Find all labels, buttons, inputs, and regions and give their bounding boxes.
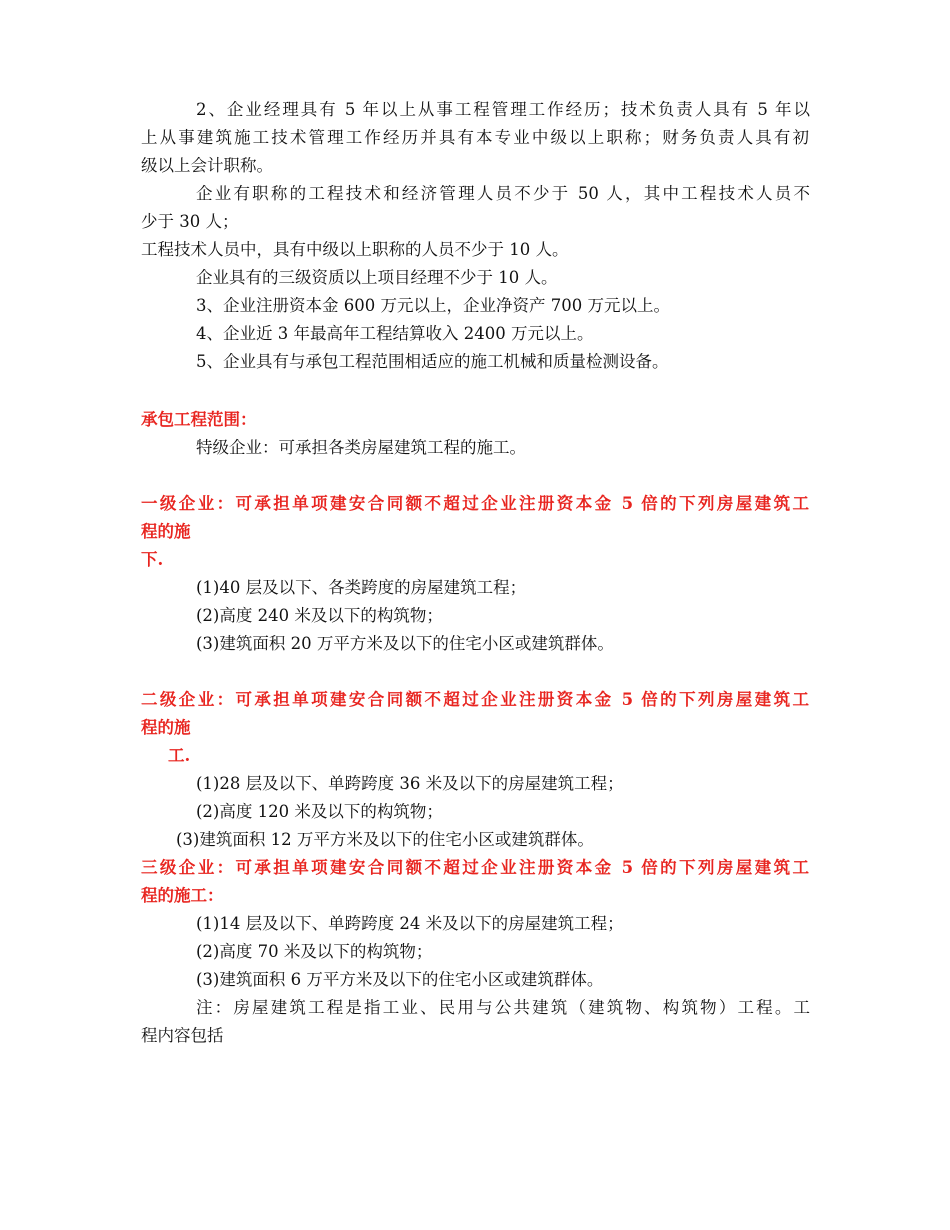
grade-3-item-3: (3)建筑面积 6 万平方米及以下的住宅小区或建筑群体。 [196, 970, 604, 989]
para-3: 3、企业注册资本金 600 万元以上，企业净资产 700 万元以上。 [196, 296, 670, 315]
para-5: 5、企业具有与承包工程范围相适应的施工机械和质量检测设备。 [196, 352, 669, 371]
staff-line-3: 工程技术人员中，具有中级以上职称的人员不少于 10 人。 [141, 240, 569, 259]
note-line-2: 程内容包括 [141, 1026, 224, 1045]
grade-2-heading-cont-2: 工. [168, 746, 191, 765]
grade-3-heading: 三级企业：可承担单项建安合同额不超过企业注册资本金 5 倍的下列房屋建筑工 [141, 858, 809, 877]
grade-2-item-3: (3)建筑面积 12 万平方米及以下的住宅小区或建筑群体。 [176, 830, 594, 849]
para-2-line-2: 上从事建筑施工技术管理工作经历并具有本专业中级以上职称；财务负责人具有初 [141, 128, 809, 147]
grade-1-item-3: (3)建筑面积 20 万平方米及以下的住宅小区或建筑群体。 [196, 634, 614, 653]
grade-2-item-1: (1)28 层及以下、单跨跨度 36 米及以下的房屋建筑工程； [196, 774, 624, 793]
special-grade-line: 特级企业：可承担各类房屋建筑工程的施工。 [196, 438, 526, 457]
para-2-line-1: 2、企业经理具有 5 年以上从事工程管理工作经历；技术负责人具有 5 年以 [196, 100, 810, 119]
grade-1-item-1: (1)40 层及以下、各类跨度的房屋建筑工程； [196, 578, 527, 597]
staff-line-1: 企业有职称的工程技术和经济管理人员不少于 50 人，其中工程技术人员不 [196, 184, 810, 203]
grade-1-heading: 一级企业：可承担单项建安合同额不超过企业注册资本金 5 倍的下列房屋建筑工 [141, 494, 809, 513]
grade-1-heading-cont-2: 下. [141, 550, 164, 569]
grade-1-item-2: (2)高度 240 米及以下的构筑物； [196, 606, 443, 625]
grade-3-item-2: (2)高度 70 米及以下的构筑物； [196, 942, 433, 961]
grade-2-heading-cont: 程的施 [141, 718, 191, 737]
grade-3-item-1: (1)14 层及以下、单跨跨度 24 米及以下的房屋建筑工程； [196, 914, 624, 933]
grade-3-heading-cont: 程的施工： [141, 886, 224, 905]
scope-heading: 承包工程范围： [141, 410, 257, 429]
grade-1-heading-cont: 程的施 [141, 522, 191, 541]
para-2-line-3: 级以上会计职称。 [141, 156, 273, 175]
grade-2-item-2: (2)高度 120 米及以下的构筑物； [196, 802, 443, 821]
grade-2-heading: 二级企业：可承担单项建安合同额不超过企业注册资本金 5 倍的下列房屋建筑工 [141, 690, 809, 709]
para-4: 4、企业近 3 年最高年工程结算收入 2400 万元以上。 [196, 324, 594, 343]
manager-line: 企业具有的三级资质以上项目经理不少于 10 人。 [196, 268, 558, 287]
note-line-1: 注：房屋建筑工程是指工业、民用与公共建筑（建筑物、构筑物）工程。工 [196, 998, 810, 1017]
staff-line-2: 少于 30 人； [141, 212, 239, 231]
